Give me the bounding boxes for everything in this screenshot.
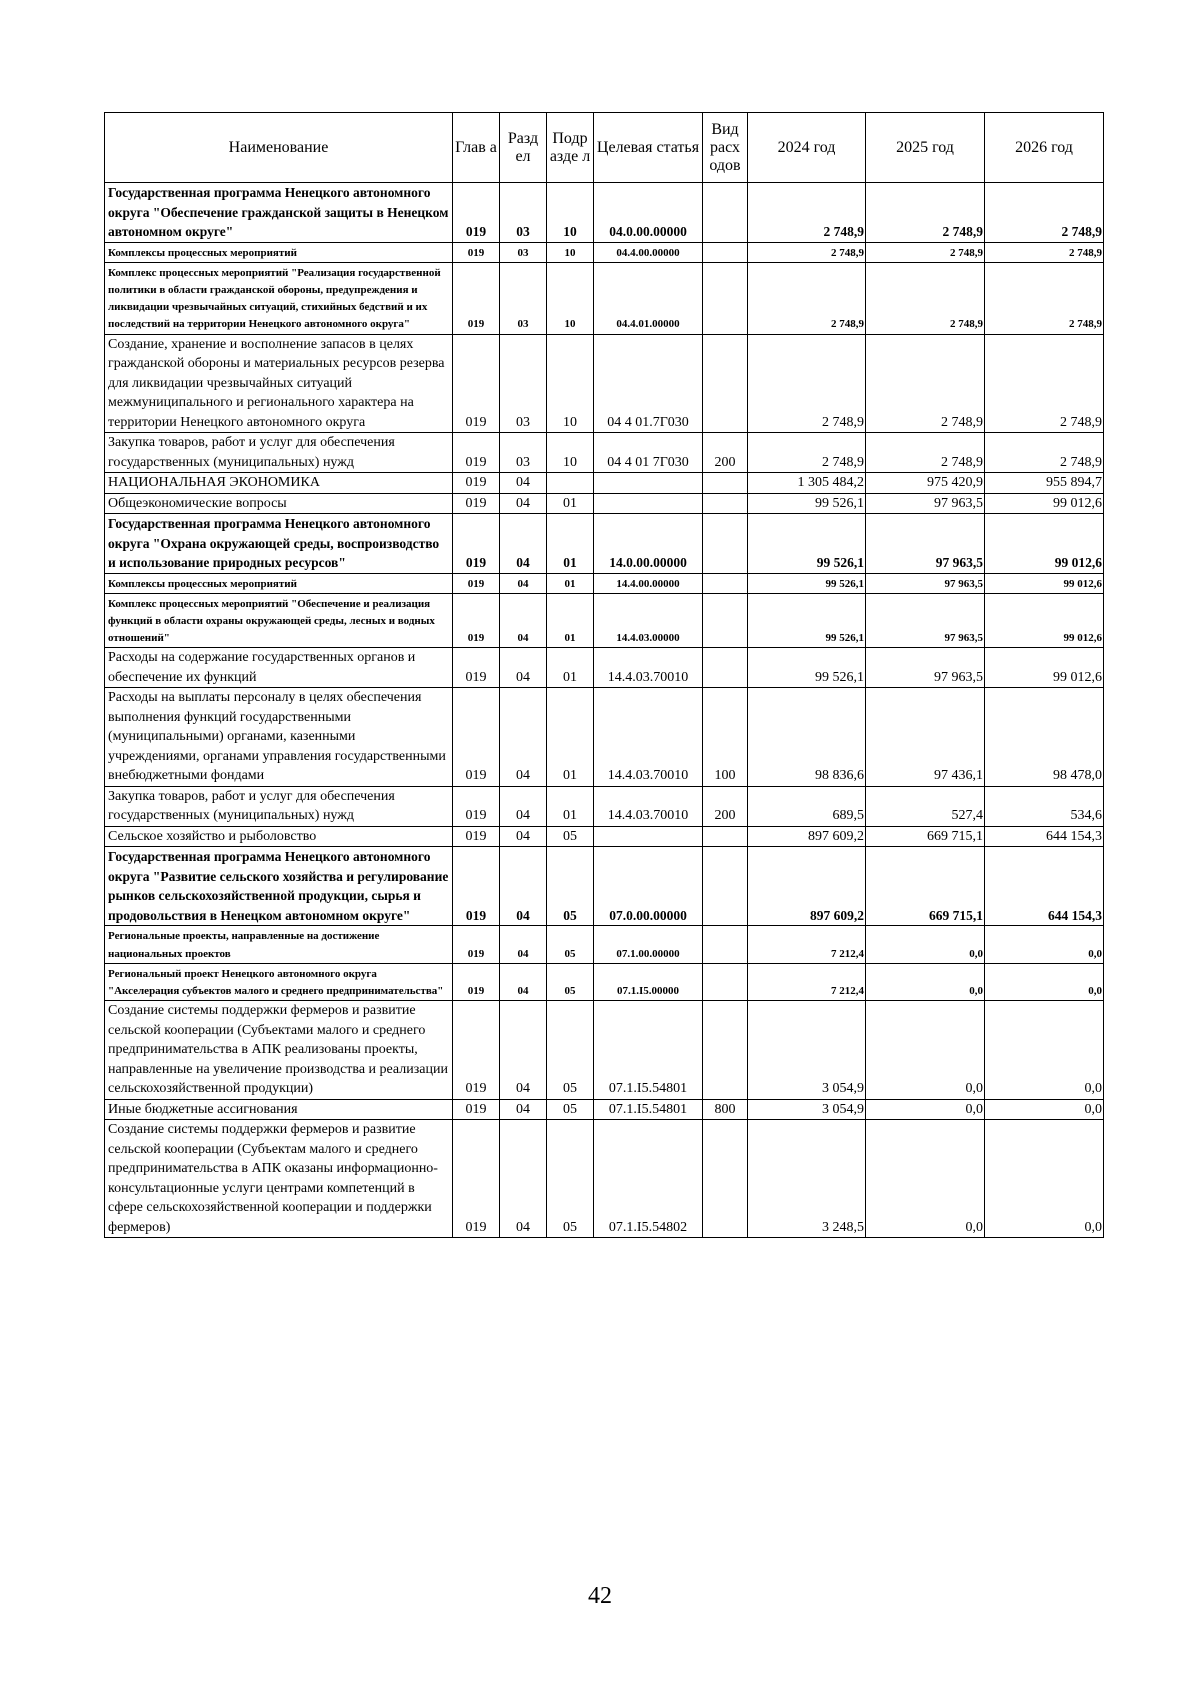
cell-2025: 97 963,5 [866,593,985,648]
cell-2025: 97 963,5 [866,648,985,688]
cell-2026: 534,6 [985,786,1104,826]
cell-2024: 689,5 [748,786,866,826]
cell-2025: 527,4 [866,786,985,826]
table-row [105,493,1104,514]
cell-podrazdel: 05 [547,1001,594,1100]
cell-glava: 019 [453,473,500,494]
cell-glava: 019 [453,262,500,334]
table-row [105,1001,1104,1100]
cell-podrazdel: 01 [547,593,594,648]
cell-razdel: 04 [500,786,547,826]
cell-razdel: 04 [500,593,547,648]
cell-2025: 2 748,9 [866,262,985,334]
cell-vid [703,1001,748,1100]
cell-2025: 0,0 [866,1099,985,1120]
cell-podrazdel: 05 [547,963,594,1000]
cell-2025: 2 748,9 [866,242,985,262]
cell-2024: 3 248,5 [748,1120,866,1238]
cell-vid [703,1120,748,1238]
cell-name: Общеэкономические вопросы [105,493,453,514]
cell-target: 04.4.01.00000 [594,262,703,334]
cell-2024: 99 526,1 [748,593,866,648]
cell-razdel: 04 [500,473,547,494]
cell-podrazdel: 01 [547,648,594,688]
cell-glava: 019 [453,1120,500,1238]
cell-name: Создание системы поддержки фермеров и развитие сельской кооперации (Субъектам малого и среднего предпринимательства в АПК оказаны информационно-консультационные услуги центрами компетенций в сфере сельскохозяйственной кооперации и поддержки фермеров) [105,1120,453,1238]
cell-2024: 2 748,9 [748,433,866,473]
cell-2024: 99 526,1 [748,648,866,688]
cell-vid [703,242,748,262]
cell-2024: 3 054,9 [748,1001,866,1100]
header-podrazdel: Подр азде л [547,113,594,183]
cell-podrazdel: 05 [547,926,594,963]
cell-name: Создание системы поддержки фермеров и развитие сельской кооперации (Субъектами малого и среднего предпринимательства в АПК реализованы проекты, направленные на увеличение производства и реализации сельскохозяйственной продукции) [105,1001,453,1100]
cell-2024: 99 526,1 [748,493,866,514]
cell-2026: 2 748,9 [985,262,1104,334]
cell-target [594,473,703,494]
table-body [105,183,1104,1238]
cell-2024: 2 748,9 [748,183,866,243]
cell-target: 07.0.00.00000 [594,847,703,926]
cell-2025: 669 715,1 [866,847,985,926]
cell-name: Иные бюджетные ассигнования [105,1099,453,1120]
cell-2026: 955 894,7 [985,473,1104,494]
table-row [105,593,1104,648]
cell-2024: 897 609,2 [748,826,866,847]
cell-razdel: 03 [500,334,547,433]
cell-2024: 7 212,4 [748,926,866,963]
cell-razdel: 03 [500,242,547,262]
cell-2026: 0,0 [985,1099,1104,1120]
cell-target: 07.1.00.00000 [594,926,703,963]
cell-glava: 019 [453,826,500,847]
header-name: Наименование [105,113,453,183]
cell-glava: 019 [453,963,500,1000]
cell-razdel: 04 [500,826,547,847]
budget-table [104,112,1104,1238]
cell-2024: 897 609,2 [748,847,866,926]
cell-target [594,826,703,847]
table-row [105,433,1104,473]
table-row [105,514,1104,574]
cell-vid [703,334,748,433]
cell-podrazdel: 05 [547,826,594,847]
cell-razdel: 04 [500,847,547,926]
cell-podrazdel: 10 [547,334,594,433]
cell-razdel: 03 [500,433,547,473]
cell-2025: 97 963,5 [866,493,985,514]
cell-name: Государственная программа Ненецкого автономного округа "Развитие сельского хозяйства и регулирование рынков сельскохозяйственной продукции, сырья и продовольствия в Ненецком автономном округе" [105,847,453,926]
cell-name: НАЦИОНАЛЬНАЯ ЭКОНОМИКА [105,473,453,494]
cell-2026: 644 154,3 [985,847,1104,926]
cell-2026: 644 154,3 [985,826,1104,847]
cell-2025: 975 420,9 [866,473,985,494]
cell-razdel: 03 [500,183,547,243]
cell-podrazdel: 10 [547,262,594,334]
cell-name: Сельское хозяйство и рыболовство [105,826,453,847]
cell-2025: 0,0 [866,1001,985,1100]
cell-name: Комплексы процессных мероприятий [105,242,453,262]
cell-podrazdel: 01 [547,573,594,593]
cell-2025: 0,0 [866,1120,985,1238]
cell-podrazdel: 10 [547,433,594,473]
cell-target: 14.4.00.00000 [594,573,703,593]
cell-glava: 019 [453,1001,500,1100]
cell-razdel: 04 [500,926,547,963]
cell-razdel: 04 [500,1120,547,1238]
cell-target: 07.1.I5.00000 [594,963,703,1000]
cell-target: 07.1.I5.54802 [594,1120,703,1238]
cell-vid [703,262,748,334]
table-row [105,963,1104,1000]
cell-2026: 99 012,6 [985,493,1104,514]
cell-razdel: 04 [500,514,547,574]
cell-2026: 99 012,6 [985,648,1104,688]
cell-glava: 019 [453,926,500,963]
cell-glava: 019 [453,242,500,262]
cell-2024: 99 526,1 [748,573,866,593]
cell-podrazdel: 10 [547,183,594,243]
cell-vid [703,648,748,688]
cell-2026: 99 012,6 [985,514,1104,574]
table-row [105,1099,1104,1120]
table-row [105,926,1104,963]
cell-podrazdel: 01 [547,493,594,514]
cell-vid [703,926,748,963]
cell-razdel: 04 [500,648,547,688]
header-vid: Вид расх одов [703,113,748,183]
cell-target: 14.4.03.70010 [594,786,703,826]
cell-vid [703,963,748,1000]
cell-2024: 99 526,1 [748,514,866,574]
header-target: Целевая статья [594,113,703,183]
header-2024: 2024 год [748,113,866,183]
cell-2024: 1 305 484,2 [748,473,866,494]
table-row [105,262,1104,334]
cell-vid: 100 [703,688,748,787]
cell-2024: 2 748,9 [748,242,866,262]
cell-razdel: 04 [500,963,547,1000]
cell-2026: 0,0 [985,963,1104,1000]
cell-name: Создание, хранение и восполнение запасов в целях гражданской обороны и материальных ресурсов резерва для ликвидации чрезвычайных ситуаций межмуниципального и регионального характера на территории Ненецкого автономного округа [105,334,453,433]
cell-2025: 0,0 [866,963,985,1000]
cell-podrazdel: 05 [547,1120,594,1238]
header-glava: Глав а [453,113,500,183]
cell-2026: 2 748,9 [985,242,1104,262]
header-razdel: Разд ел [500,113,547,183]
cell-2026: 99 012,6 [985,593,1104,648]
cell-2026: 2 748,9 [985,183,1104,243]
cell-2026: 0,0 [985,1001,1104,1100]
table-row [105,786,1104,826]
cell-name: Комплексы процессных мероприятий [105,573,453,593]
cell-glava: 019 [453,493,500,514]
header-2025: 2025 год [866,113,985,183]
cell-podrazdel: 05 [547,1099,594,1120]
cell-target: 04.0.00.00000 [594,183,703,243]
cell-vid [703,573,748,593]
cell-name: Региональные проекты, направленные на достижение национальных проектов [105,926,453,963]
cell-target: 14.4.03.70010 [594,688,703,787]
cell-2024: 2 748,9 [748,262,866,334]
cell-glava: 019 [453,847,500,926]
cell-vid [703,593,748,648]
cell-glava: 019 [453,1099,500,1120]
cell-glava: 019 [453,514,500,574]
cell-2024: 2 748,9 [748,334,866,433]
cell-vid: 200 [703,786,748,826]
cell-vid: 200 [703,433,748,473]
cell-glava: 019 [453,334,500,433]
table-row [105,826,1104,847]
table-row [105,688,1104,787]
cell-name: Расходы на содержание государственных органов и обеспечение их функций [105,648,453,688]
cell-name: Закупка товаров, работ и услуг для обеспечения государственных (муниципальных) нужд [105,786,453,826]
cell-podrazdel: 01 [547,688,594,787]
header-row [105,113,1104,183]
cell-2026: 2 748,9 [985,334,1104,433]
cell-vid: 800 [703,1099,748,1120]
cell-glava: 019 [453,688,500,787]
cell-razdel: 04 [500,1001,547,1100]
cell-2024: 98 836,6 [748,688,866,787]
table-row [105,1120,1104,1238]
cell-2025: 0,0 [866,926,985,963]
table-row [105,648,1104,688]
cell-2024: 3 054,9 [748,1099,866,1120]
cell-razdel: 04 [500,493,547,514]
cell-2025: 2 748,9 [866,183,985,243]
cell-podrazdel [547,473,594,494]
cell-razdel: 04 [500,688,547,787]
cell-2025: 2 748,9 [866,433,985,473]
cell-podrazdel: 05 [547,847,594,926]
cell-2025: 97 436,1 [866,688,985,787]
cell-glava: 019 [453,433,500,473]
cell-vid [703,473,748,494]
cell-target: 07.1.I5.54801 [594,1001,703,1100]
cell-name: Региональный проект Ненецкого автономного округа "Акселерация субъектов малого и среднего предпринимательства" [105,963,453,1000]
cell-razdel: 04 [500,1099,547,1120]
table-row [105,573,1104,593]
cell-2026: 0,0 [985,926,1104,963]
cell-2025: 2 748,9 [866,334,985,433]
cell-target: 04.4.00.00000 [594,242,703,262]
cell-target: 14.4.03.70010 [594,648,703,688]
table-row [105,242,1104,262]
cell-target: 14.0.00.00000 [594,514,703,574]
cell-podrazdel: 01 [547,514,594,574]
cell-2025: 97 963,5 [866,514,985,574]
cell-target [594,493,703,514]
cell-2025: 669 715,1 [866,826,985,847]
table-row [105,183,1104,243]
cell-2026: 2 748,9 [985,433,1104,473]
cell-name: Государственная программа Ненецкого автономного округа "Обеспечение гражданской защиты в Ненецком автономном округе" [105,183,453,243]
cell-name: Закупка товаров, работ и услуг для обеспечения государственных (муниципальных) нужд [105,433,453,473]
cell-glava: 019 [453,593,500,648]
cell-glava: 019 [453,648,500,688]
cell-razdel: 03 [500,262,547,334]
cell-glava: 019 [453,183,500,243]
cell-name: Комплекс процессных мероприятий "Реализация государственной политики в области гражданской обороны, предупреждения и ликвидации чрезвычайных ситуаций, стихийных бедствий и их последствий на территории Ненецкого автономного округа" [105,262,453,334]
cell-vid [703,514,748,574]
table-row [105,473,1104,494]
table-row [105,847,1104,926]
cell-target: 04 4 01.7Г030 [594,334,703,433]
cell-vid [703,493,748,514]
cell-2025: 97 963,5 [866,573,985,593]
cell-2026: 0,0 [985,1120,1104,1238]
cell-target: 07.1.I5.54801 [594,1099,703,1120]
page-number: 42 [588,1583,612,1609]
cell-target: 04 4 01 7Г030 [594,433,703,473]
cell-glava: 019 [453,573,500,593]
header-2026: 2026 год [985,113,1104,183]
cell-glava: 019 [453,786,500,826]
cell-podrazdel: 10 [547,242,594,262]
cell-2026: 99 012,6 [985,573,1104,593]
cell-razdel: 04 [500,573,547,593]
cell-name: Государственная программа Ненецкого автономного округа "Охрана окружающей среды, воспроизводство и использование природных ресурсов" [105,514,453,574]
cell-target: 14.4.03.00000 [594,593,703,648]
cell-2026: 98 478,0 [985,688,1104,787]
cell-vid [703,847,748,926]
cell-vid [703,183,748,243]
cell-podrazdel: 01 [547,786,594,826]
cell-name: Расходы на выплаты персоналу в целях обеспечения выполнения функций государственными (муниципальными) органами, казенными учреждениями, органами управления государственными внебюджетными фондами [105,688,453,787]
cell-name: Комплекс процессных мероприятий "Обеспечение и реализация функций в области охраны окружающей среды, лесных и водных отношений" [105,593,453,648]
cell-vid [703,826,748,847]
cell-2024: 7 212,4 [748,963,866,1000]
table-row [105,334,1104,433]
